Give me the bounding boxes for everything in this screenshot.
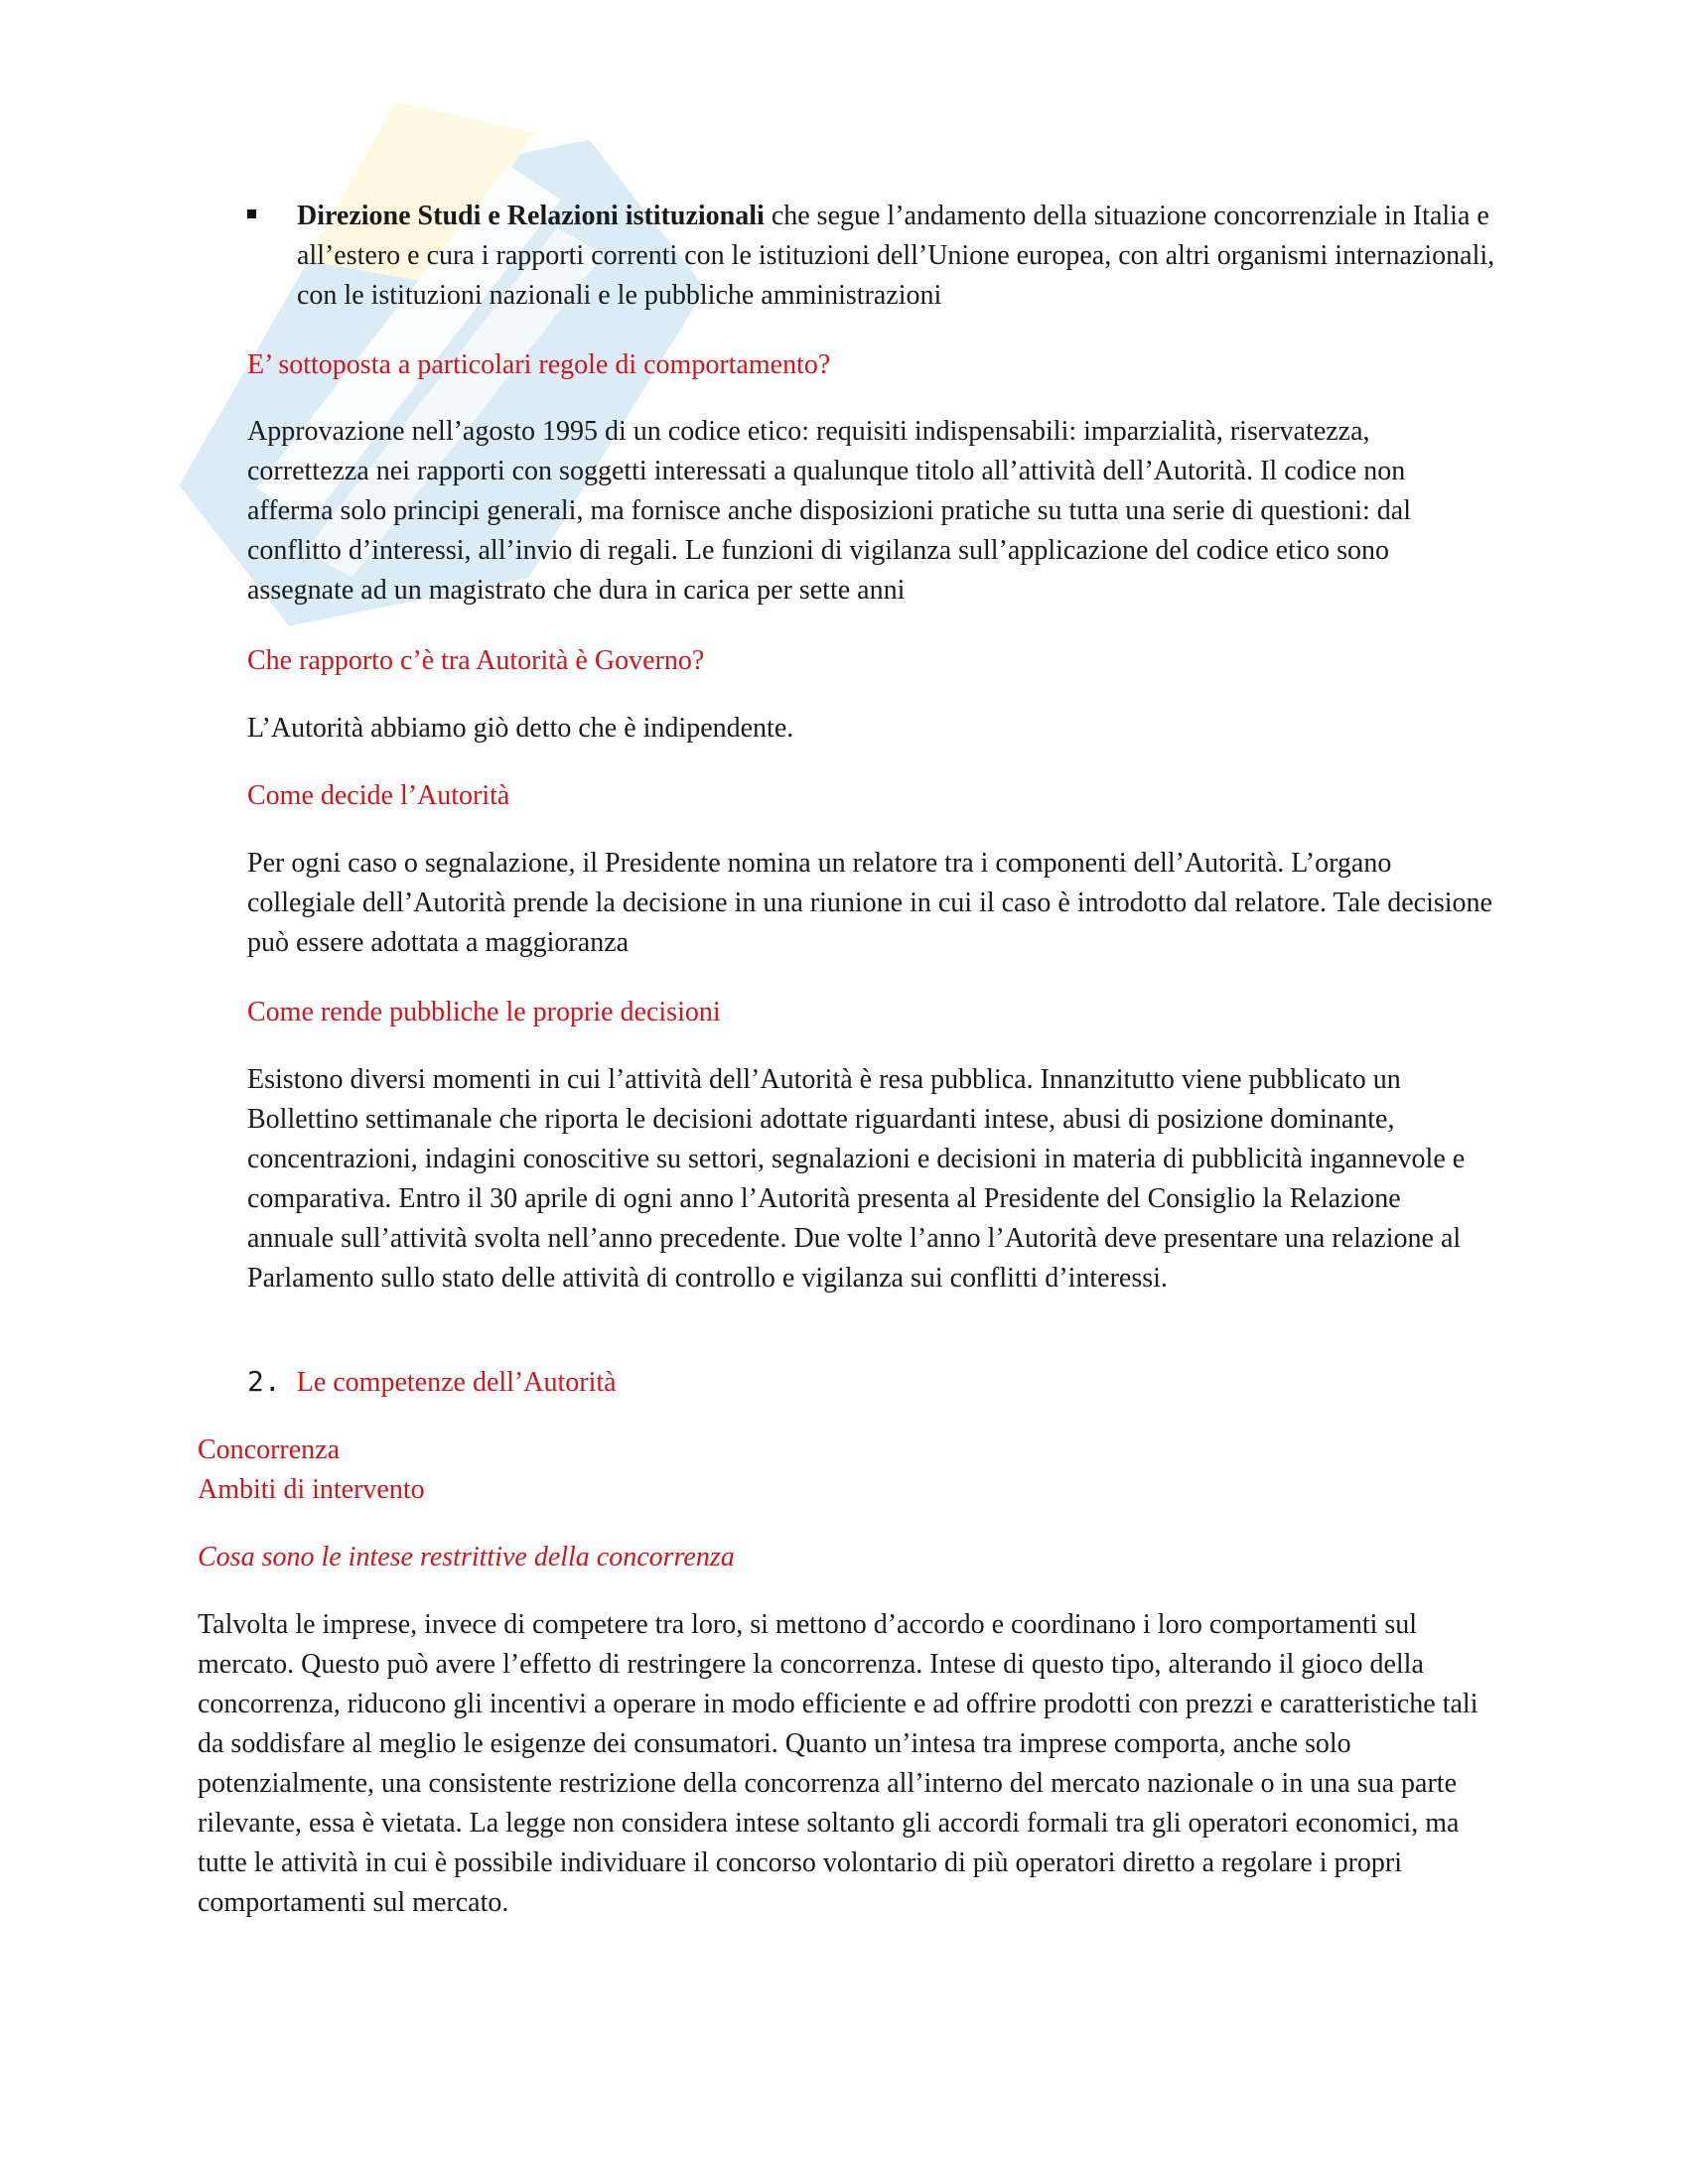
chapter-heading-competenze	[247, 1362, 617, 1403]
heading-come-decide: Come decide l’Autorità	[247, 780, 510, 811]
paragraph-indipendente: L’Autorità abbiamo giò detto che è indipendente.	[247, 713, 794, 744]
bullet-paragraph	[297, 197, 1498, 316]
heading-decisioni-pubbliche: Come rende pubbliche le proprie decisioni	[247, 997, 721, 1027]
paragraph-decisione: Per ogni caso o segnalazione, il Presidente nomina un relatore tra i componenti dell’Autorità. L’organo collegiale dell’Autorità prende la decisione in una riunione in cui il caso è introdotto dal relatore. Tale decisione può essere adottata a maggioranza	[247, 848, 1492, 958]
chapter-title: Le competenze dell’Autorità	[296, 1367, 617, 1398]
section-title-concorrenza: Concorrenza	[198, 1434, 341, 1465]
paragraph-intese: Talvolta le imprese, invece di competere tra loro, si mettono d’accordo e coordinano i loro comportamenti sul mercato. Questo può avere l’effetto di restringere la concorrenza. Intese di questo tipo, alterando il gioco della concorrenza, riducono gli incentivi a operare in modo efficiente e ad offrire prodotti con prezzi e caratteristiche tali da soddisfare al meglio le esigenze dei consumatori. Quanto un’intesa tra imprese comporta, anche solo potenzialmente, una consistente restrizione della concorrenza all’interno del mercato nazionale o in una sua parte rilevante, essa è vietata. La legge non considera intese soltanto gli accordi formali tra gli operatori economici, ma tutte le attività in cui è possibile individuare il concorso volontario di più operatori diretto a regolare i propri comportamenti sul mercato.	[198, 1609, 1478, 1918]
paragraph-codice-etico: Approvazione nell’agosto 1995 di un codice etico: requisiti indispensabili: imparzialità, riservatezza, correttezza nei rapporti con soggetti interessati a qualunque titolo all’attività dell’Autorità. Il codice non afferma solo principi generali, ma fornisce anche disposizioni pratiche su tutta una serie di questioni: dal conflitto d’interessi, all’invio di regali. Le funzioni di vigilanza sull’applicazione del codice etico sono assegnate ad un magistrato che dura in carica per sette anni	[247, 416, 1412, 606]
bullet-body: che segue l’andamento della situazione concorrenziale in Italia e all’estero e cura i rapporti correnti con le istituzioni dell’Unione europea, con altri organismi internazionali, con le istituzioni nazionali e le pubbliche amministrazioni	[297, 201, 1495, 311]
bullet-bold-lead: Direzione Studi e Relazioni istituzionali	[297, 201, 765, 231]
heading-regole-comportamento: E’ sottoposta a particolari regole di comportamento?	[247, 349, 831, 380]
heading-rapporto-governo: Che rapporto c’è tra Autorità è Governo?	[247, 645, 705, 676]
square-bullet-icon	[247, 209, 256, 218]
heading-intese-restrittive: Cosa sono le intese restrittive della concorrenza	[198, 1542, 735, 1572]
paragraph-bollettino: Esistono diversi momenti in cui l’attività dell’Autorità è resa pubblica. Innanzitutto viene pubblicato un Bollettino settimanale che riporta le decisioni adottate riguardanti intese, abusi di posizione dominante, concentrazioni, indagini conoscitive su settori, segnalazioni e decisioni in materia di pubblicità ingannevole e comparativa. Entro il 30 aprile di ogni anno l’Autorità presenta al Presidente del Consiglio la Relazione annuale sull’attività svolta nell’anno precedente. Due volte l’anno l’Autorità deve presentare una relazione al Parlamento sullo stato delle attività di controllo e vigilanza sui conflitti d’interessi.	[247, 1064, 1466, 1294]
chapter-number: 2.	[247, 1365, 281, 1398]
bullet-item-direzione-studi	[247, 197, 1498, 316]
section-subtitle-ambiti: Ambiti di intervento	[198, 1474, 425, 1505]
